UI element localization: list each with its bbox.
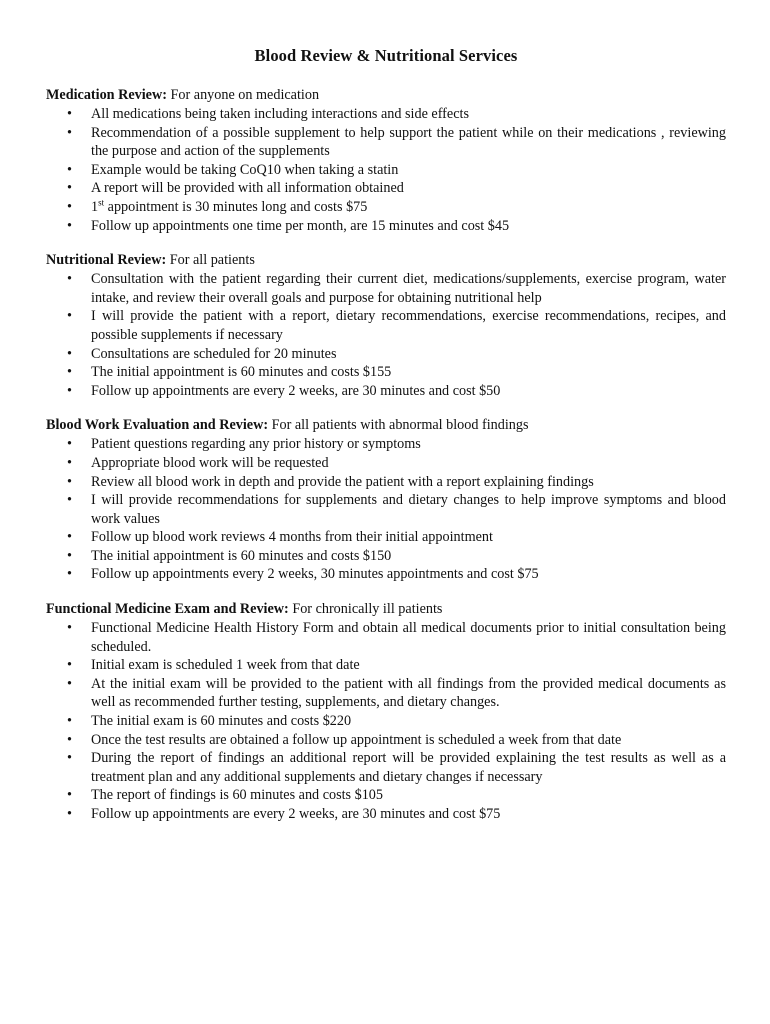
service-section (46, 86, 726, 235)
list-item (46, 345, 726, 364)
item-text: The report of findings is 60 minutes and costs $105 (91, 787, 383, 804)
bullet-icon: • (67, 161, 72, 178)
section-subheading: For anyone on medication (166, 87, 320, 103)
item-text: I will provide the patient with a report, dietary recommendations, exercise recommendations, recipes, and possible supplements if necessary (91, 308, 726, 343)
section-label: Functional Medicine Exam and Review: (46, 601, 289, 618)
list-item (46, 161, 726, 180)
list-item (46, 547, 726, 566)
list-item (46, 491, 726, 528)
item-text: Follow up appointments one time per month, are 15 minutes and cost $45 (91, 217, 510, 234)
item-text: Consultations are scheduled for 20 minutes (91, 345, 337, 362)
item-text: Follow up blood work reviews 4 months from their initial appointment (91, 529, 493, 546)
section-subheading: For all patients (166, 252, 255, 269)
bullet-icon: • (67, 308, 72, 325)
section-label: Medication Review: (46, 87, 167, 103)
item-text: Functional Medicine Health History Form and obtain all medical documents prior to initial consultation being scheduled. (91, 620, 726, 655)
bullet-icon: • (67, 364, 72, 381)
item-text: Follow up appointments are every 2 weeks, are 30 minutes and cost $75 (91, 806, 501, 822)
bullet-icon: • (67, 566, 72, 583)
item-text-prefix: 1 (91, 198, 99, 215)
list-item (46, 179, 726, 198)
bullet-list (46, 619, 726, 824)
sections-container (46, 86, 726, 824)
bullet-icon: • (67, 731, 72, 748)
list-item (46, 712, 726, 731)
list-item (46, 731, 726, 750)
section-heading (46, 416, 726, 435)
list-item (46, 363, 726, 382)
bullet-icon: • (67, 547, 72, 564)
list-item (46, 198, 726, 217)
list-item (46, 786, 726, 805)
bullet-icon: • (67, 529, 72, 546)
section-heading (46, 251, 726, 270)
list-item (46, 656, 726, 675)
item-text: Appropriate blood work will be requested (91, 454, 329, 471)
service-section (46, 251, 726, 400)
item-text: Recommendation of a possible supplement to help support the patient while on their medications , reviewing the purpose and action of the supplements (91, 124, 726, 160)
item-text: Example would be taking CoQ10 when taking a statin (91, 161, 399, 178)
bullet-icon: • (67, 806, 72, 822)
bullet-icon: • (67, 454, 72, 471)
item-text: At the initial exam will be provided to the patient with all findings from the provided medical documents as well as recommended further testing, supplements, and dietary changes. (91, 675, 726, 711)
bullet-icon: • (67, 217, 72, 234)
item-text: The initial appointment is 60 minutes and costs $150 (91, 547, 392, 564)
list-item (46, 565, 726, 584)
bullet-icon: • (67, 382, 72, 399)
list-item (46, 473, 726, 492)
bullet-list (46, 105, 726, 235)
bullet-list (46, 270, 726, 400)
list-item (46, 382, 726, 401)
bullet-icon: • (67, 713, 72, 730)
list-item (46, 675, 726, 712)
section-heading (46, 600, 726, 619)
item-text: Review all blood work in depth and provide the patient with a report explaining findings (91, 473, 594, 490)
section-heading (46, 86, 726, 105)
section-subheading: For all patients with abnormal blood findings (268, 417, 529, 434)
bullet-icon: • (67, 620, 72, 637)
section-label: Nutritional Review: (46, 252, 167, 269)
bullet-icon: • (67, 198, 72, 215)
item-text: Follow up appointments are every 2 weeks, are 30 minutes and cost $50 (91, 382, 501, 399)
list-item (46, 805, 726, 824)
list-item (46, 124, 726, 161)
bullet-icon: • (67, 473, 72, 490)
item-text: Follow up appointments every 2 weeks, 30 minutes appointments and cost $75 (91, 566, 539, 583)
ordinal-suffix: st (98, 197, 105, 208)
bullet-icon: • (67, 750, 72, 767)
list-item (46, 217, 726, 236)
document-title: Blood Review & Nutritional Services (254, 46, 518, 65)
bullet-icon: • (67, 345, 72, 362)
list-item (46, 619, 726, 656)
item-text: The initial appointment is 60 minutes and costs $155 (91, 364, 392, 381)
list-item (46, 749, 726, 786)
item-text: appointment is 30 minutes long and costs $75 (104, 198, 368, 215)
item-text: During the report of findings an additional report will be provided explaining the test results as well as a treatment plan and any additional supplements and dietary changes if necessary (91, 750, 726, 785)
bullet-list (46, 435, 726, 584)
service-section (46, 600, 726, 824)
list-item (46, 454, 726, 473)
bullet-icon: • (67, 124, 72, 141)
bullet-icon: • (67, 492, 72, 509)
item-text: I will provide recommendations for supplements and dietary changes to help improve symptoms and blood work values (91, 492, 726, 527)
bullet-icon: • (67, 675, 72, 692)
item-text: The initial exam is 60 minutes and costs $220 (91, 713, 352, 730)
section-label: Blood Work Evaluation and Review: (46, 417, 269, 434)
bullet-icon: • (67, 657, 72, 674)
item-text: Once the test results are obtained a follow up appointment is scheduled a week from that date (91, 731, 622, 748)
bullet-icon: • (67, 180, 72, 197)
bullet-icon: • (67, 787, 72, 804)
item-text: A report will be provided with all information obtained (91, 180, 404, 197)
item-text: Consultation with the patient regarding their current diet, medications/supplements, exercise program, water intake, and review their overall goals and purpose for obtaining nutritional help (91, 271, 726, 306)
item-text: All medications being taken including interactions and side effects (91, 106, 469, 122)
list-item (46, 270, 726, 307)
bullet-icon: • (67, 271, 72, 288)
bullet-icon: • (67, 436, 72, 453)
item-text: Patient questions regarding any prior history or symptoms (91, 436, 421, 453)
list-item (46, 435, 726, 454)
section-subheading: For chronically ill patients (288, 601, 443, 618)
list-item (46, 307, 726, 344)
list-item (46, 105, 726, 124)
bullet-icon: • (67, 106, 72, 122)
list-item (46, 528, 726, 547)
service-section (46, 416, 726, 584)
item-text: Initial exam is scheduled 1 week from that date (91, 657, 360, 674)
